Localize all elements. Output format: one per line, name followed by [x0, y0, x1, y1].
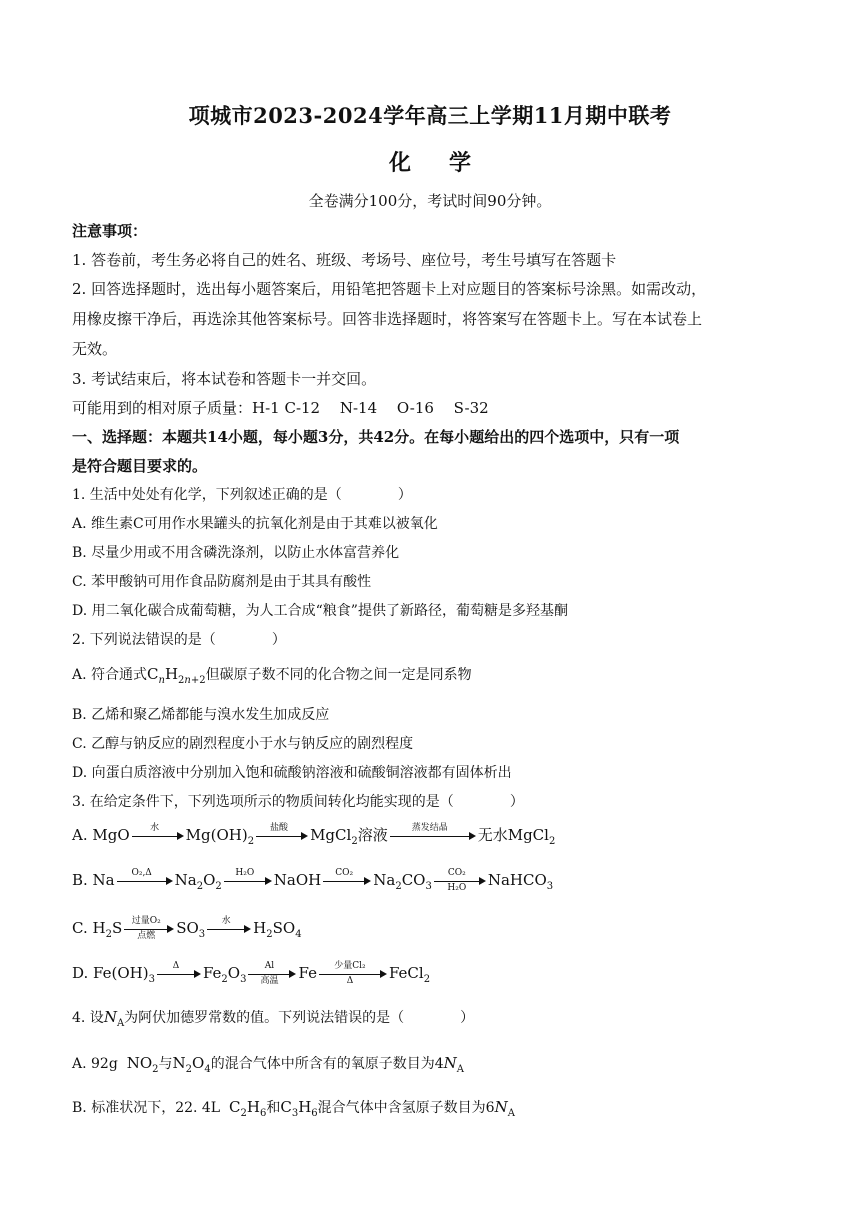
arrow: H₂O — [224, 870, 272, 892]
q2-stem: 2. 下列说法错误的是（ ） — [72, 632, 286, 648]
notice-heading: 注意事项： — [72, 222, 148, 240]
atomic-masses: 可能用到的相对原子质量：H-1 C-12 N-14 O-16 S-32 — [72, 399, 489, 417]
section-heading-line-1: 一、选择题：本题共14小题，每小题3分，共42分。在每小题给出的四个选项中，只有一项 — [72, 428, 680, 446]
q3-option-b: B. Na O₂,Δ $Na_2O_2$ H₂O NaOH CO₂ $Na_2CO_3$ $\frac{\text{CO₂}}{\text{H₂O}}$ NaHCO$_3$ — [72, 868, 554, 893]
arrow: CO₂ — [323, 870, 371, 892]
formula-cnh2n2: $C_nH_{2n+2}$ — [147, 665, 206, 686]
notice-item-3: 3. 考试结束后，将本试卷和答题卡一并交回。 — [72, 370, 377, 388]
notice-item-2-line-1: 2. 回答选择题时，选出每小题答案后，用铅笔把答题卡上对应题目的答案标号涂黑。如需改动， — [72, 280, 707, 298]
section-heading-line-2: 是符合题目要求的。 — [72, 457, 208, 475]
arrow: 水 — [132, 825, 184, 847]
q3-stem: 3. 在给定条件下，下列选项所示的物质间转化均能实现的是（ ） — [72, 794, 524, 810]
q2-option-d: D. 向蛋白质溶液中分别加入饱和硫酸钠溶液和硫酸铜溶液都有固体析出 — [72, 765, 512, 781]
arrow: 盐酸 — [256, 825, 308, 847]
q1-option-d: D. 用二氧化碳合成葡萄糖，为人工合成“粮食”提供了新路径，葡萄糖是多羟基酮 — [72, 603, 568, 619]
q1-option-c: C. 苯甲酸钠可用作食品防腐剂是由于其具有酸性 — [72, 574, 372, 590]
arrow: Al 高温 — [248, 963, 296, 985]
subject-char-2: 学 — [449, 150, 472, 176]
arrow: $\frac{\text{CO₂}}{\text{H₂O}}$ — [434, 870, 486, 892]
q2-option-b: B. 乙烯和聚乙烯都能与溴水发生加成反应 — [72, 707, 330, 723]
q4-option-b: B. 标准状况下，22. 4L $C_2H_6$和$C_3H_6$混合气体中含氢原子数目为$6N_A$ — [72, 1098, 515, 1119]
notice-item-2-line-2: 用橡皮擦干净后，再选涂其他答案标号。回答非选择题时，将答案写在答题卡上。写在本试卷上 — [72, 310, 703, 328]
arrow: O₂,Δ — [117, 870, 173, 892]
q4-option-a: A. 92g $NO_2$与$N_2O_4$的混合气体中所含有的氧原子数目为$4N_A$ — [72, 1054, 464, 1075]
q3-option-c: C. $H_2S$ 过量O₂ 点燃 $SO_3$ 水 $H_2SO_4$ — [72, 916, 302, 941]
q2-option-a: A. 符合通式$C_nH_{2n+2}$但碳原子数不同的化合物之间一定是同系物 — [72, 665, 472, 686]
notice-item-1: 1. 答卷前，考生务必将自己的姓名、班级、考场号、座位号，考生号填写在答题卡 — [72, 251, 617, 269]
q3-option-d: D. $Fe(OH)_3$ Δ $Fe_2O_3$ Al 高温 Fe 少量Cl₂ Δ FeCl$_2$ — [72, 961, 431, 986]
arrow: Δ — [157, 963, 201, 985]
subject-char-1: 化 — [388, 150, 411, 176]
arrow: 蒸发结晶 — [390, 825, 476, 847]
arrow: 少量Cl₂ Δ — [319, 963, 387, 985]
exam-title: 项城市2023-2024学年高三上学期11月期中联考 — [188, 103, 672, 128]
q3-option-a: A. MgO 水 $Mg(OH)_2$ 盐酸 MgCl$_2$溶液 蒸发结晶 无水MgCl$_2$ — [72, 823, 556, 847]
q1-option-b: B. 尽量少用或不用含磷洗涤剂，以防止水体富营养化 — [72, 545, 400, 561]
score-time-line: 全卷满分100分，考试时间90分钟。 — [308, 192, 552, 210]
arrow: 过量O₂ 点燃 — [124, 918, 174, 940]
q2-option-c: C. 乙醇与钠反应的剧烈程度小于水与钠反应的剧烈程度 — [72, 736, 414, 752]
q1-option-a: A. 维生素C可用作水果罐头的抗氧化剂是由于其难以被氧化 — [72, 516, 438, 532]
q4-stem: 4. 设$N_A$为阿伏加德罗常数的值。下列说法错误的是（ ） — [72, 1008, 475, 1029]
notice-item-2-line-3: 无效。 — [72, 340, 118, 358]
q1-stem: 1. 生活中处处有化学，下列叙述正确的是（ ） — [72, 487, 412, 503]
arrow: 水 — [207, 918, 251, 940]
subject-heading — [0, 146, 860, 177]
